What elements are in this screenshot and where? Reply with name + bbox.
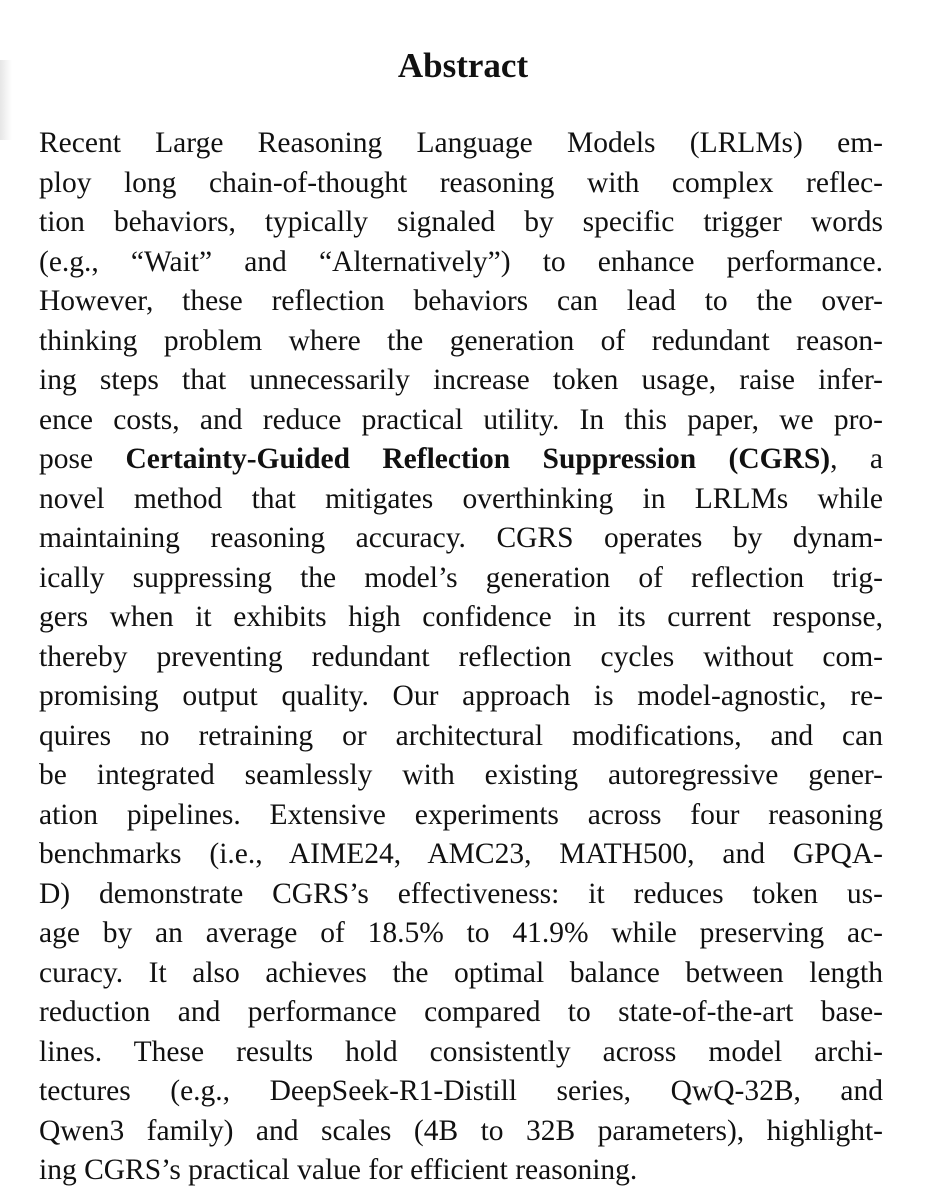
abstract-line: ation pipelines. Extensive experiments across four reasoning — [39, 798, 883, 831]
abstract-line: ence costs, and reduce practical utility. In this paper, we pro- — [39, 403, 883, 436]
abstract-line: lines. These results hold consistently across model archi- — [39, 1035, 883, 1068]
abstract-line: novel method that mitigates overthinking in LRLMs while — [39, 482, 883, 515]
abstract-line: ploy long chain-of-thought reasoning with complex reflec- — [39, 166, 883, 199]
abstract-line: benchmarks (i.e., AIME24, AMC23, MATH500, and GPQA- — [39, 838, 883, 870]
abstract-line: promising output quality. Our approach is model-agnostic, re- — [39, 680, 883, 712]
abstract-line: ing steps that unnecessarily increase token usage, raise infer- — [39, 364, 883, 396]
abstract-line: thereby preventing redundant reflection cycles without com- — [39, 640, 883, 673]
abstract-heading: Abstract — [397, 46, 529, 85]
abstract-line: D) demonstrate CGRS’s effectiveness: it reduces token us- — [39, 877, 883, 910]
abstract-line: age by an average of 18.5% to 41.9% while preserving ac- — [39, 917, 883, 949]
abstract-line: be integrated seamlessly with existing autoregressive gener- — [39, 759, 883, 791]
abstract-line: maintaining reasoning accuracy. CGRS operates by dynam- — [39, 522, 883, 554]
abstract-line: However, these reflection behaviors can lead to the over- — [39, 285, 883, 317]
method-name: Certainty-Guided Reflection Suppression (CGRS) — [125, 443, 831, 475]
abstract-line: reduction and performance compared to state-of-the-art base- — [39, 996, 883, 1028]
abstract-line: ically suppressing the model’s generation of reflection trig- — [39, 561, 883, 594]
abstract-body — [39, 124, 883, 1191]
abstract-line: quires no retraining or architectural modifications, and can — [39, 719, 883, 752]
abstract-line: gers when it exhibits high confidence in its current response, — [39, 601, 883, 633]
abstract-line: Recent Large Reasoning Language Models (LRLMs) em- — [39, 127, 883, 159]
line-suffix: , a — [830, 443, 883, 475]
line-prefix: pose — [39, 443, 126, 475]
abstract-line: thinking problem where the generation of redundant reason- — [39, 324, 883, 357]
abstract-line: tion behaviors, typically signaled by specific trigger words — [39, 206, 883, 238]
abstract-line-with-method-name — [39, 440, 883, 480]
abstract-line: (e.g., “Wait” and “Alternatively”) to enhance performance. — [39, 245, 883, 278]
abstract-line: Qwen3 family) and scales (4B to 32B parameters), highlight- — [39, 1114, 883, 1147]
abstract-line: curacy. It also achieves the optimal balance between length — [39, 956, 883, 989]
abstract-line: tectures (e.g., DeepSeek-R1-Distill series, QwQ-32B, and — [39, 1075, 883, 1107]
abstract-last-line: ing CGRS’s practical value for efficient reasoning. — [39, 1154, 638, 1186]
